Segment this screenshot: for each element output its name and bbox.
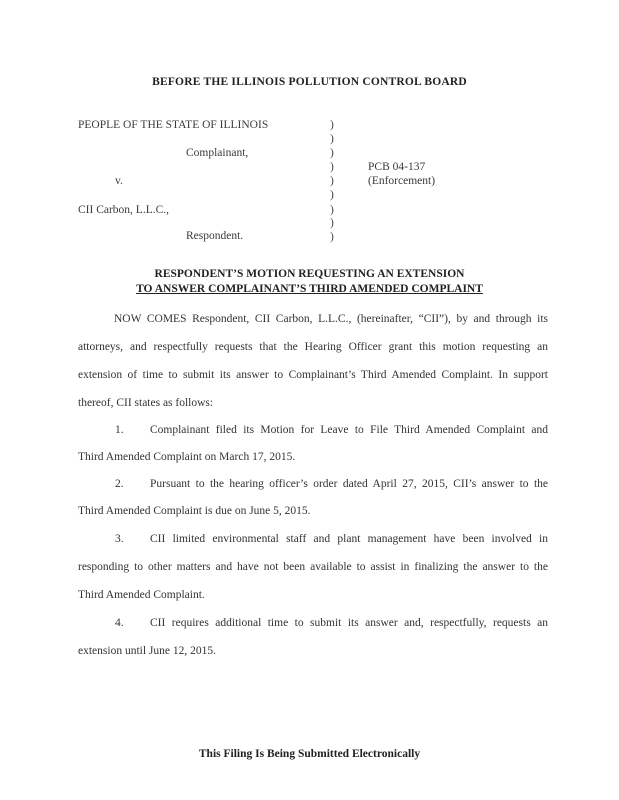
caption-paren: ) xyxy=(330,217,334,229)
respondent-label: Respondent. xyxy=(186,230,244,242)
caption-paren: ) xyxy=(330,204,334,216)
caption-paren: ) xyxy=(330,147,334,159)
item-line: Complainant filed its Motion for Leave to File Third Amended Complaint and xyxy=(150,424,548,436)
intro-line: attorneys, and respectfully requests that the Hearing Officer grant this motion requesting an xyxy=(78,341,548,353)
versus-label: v. xyxy=(115,175,123,187)
caption-paren: ) xyxy=(330,231,334,243)
item-number: 2. xyxy=(115,478,124,490)
case-number: PCB 04-137 xyxy=(368,161,426,173)
plaintiff-name: PEOPLE OF THE STATE OF ILLINOIS xyxy=(78,119,269,131)
complainant-label: Complainant, xyxy=(186,147,249,159)
item-line: Third Amended Complaint is due on June 5, 2015. xyxy=(78,505,311,517)
caption-paren: ) xyxy=(330,161,334,173)
item-line: CII limited environmental staff and plant management have been involved in xyxy=(150,533,548,545)
intro-line: NOW COMES Respondent, CII Carbon, L.L.C., (hereinafter, “CII”), by and through its xyxy=(114,313,548,325)
item-line: extension until June 12, 2015. xyxy=(78,645,216,657)
motion-title-line1: RESPONDENT’S MOTION REQUESTING AN EXTENSION xyxy=(154,268,465,280)
intro-line: extension of time to submit its answer to Complainant’s Third Amended Complaint. In support xyxy=(78,369,548,381)
item-line: responding to other matters and have not been available to assist in finalizing the answer to the xyxy=(78,561,548,573)
defendant-name: CII Carbon, L.L.C., xyxy=(78,204,170,216)
caption-paren: ) xyxy=(330,175,334,187)
item-number: 1. xyxy=(115,424,124,436)
caption-paren: ) xyxy=(330,133,334,145)
case-type: (Enforcement) xyxy=(368,175,436,187)
item-line: CII requires additional time to submit its answer and, respectfully, requests an xyxy=(150,617,548,629)
item-number: 4. xyxy=(115,617,124,629)
item-line: Third Amended Complaint. xyxy=(78,589,205,601)
caption-paren: ) xyxy=(330,189,334,201)
item-number: 3. xyxy=(115,533,124,545)
item-line: Pursuant to the hearing officer’s order dated April 27, 2015, CII’s answer to the xyxy=(150,478,548,490)
intro-line: thereof, CII states as follows: xyxy=(78,397,214,409)
caption-paren: ) xyxy=(330,119,334,131)
filing-footer: This Filing Is Being Submitted Electronically xyxy=(198,748,421,760)
board-title: BEFORE THE ILLINOIS POLLUTION CONTROL BOARD xyxy=(152,76,467,88)
motion-title-line2: TO ANSWER COMPLAINANT’S THIRD AMENDED COMPLAINT xyxy=(136,283,483,295)
item-line: Third Amended Complaint on March 17, 2015. xyxy=(78,451,296,463)
